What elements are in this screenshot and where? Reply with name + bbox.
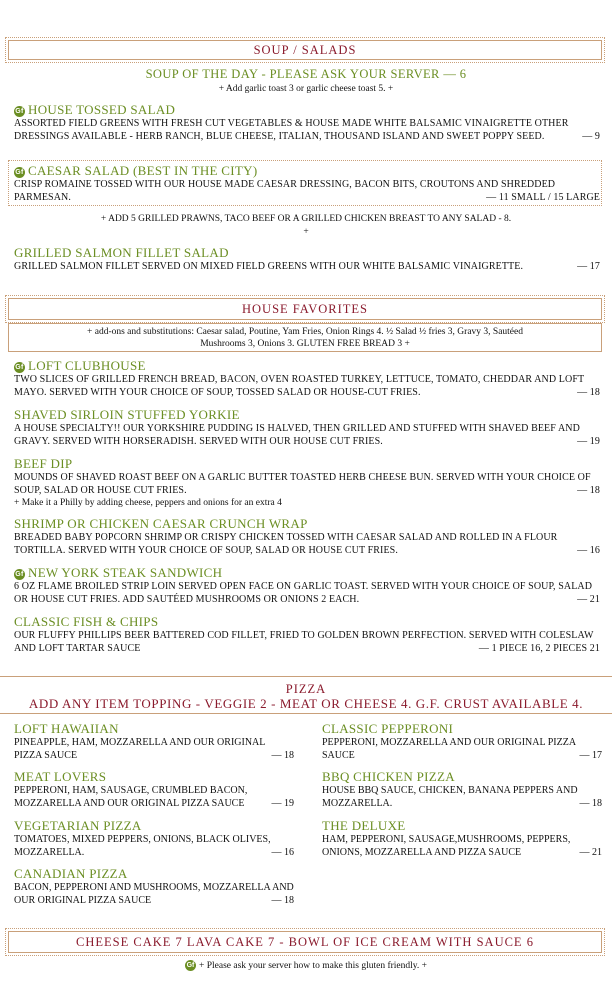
item-price: — 16	[577, 544, 600, 556]
item-description: BREADED BABY POPCORN SHRIMP OR CRISPY CHICKEN TOSSED WITH CAESAR SALAD AND ROLLED IN A FLOUR TORTILLA. SERVED WITH YOUR CHOICE OF SOUP, SALAD OR HOUSE CUT FRIES.	[14, 532, 558, 556]
gluten-free-icon: Gf	[15, 364, 24, 371]
item-description: GRILLED SALMON FILLET SERVED ON MIXED FIELD GREENS WITH OUR WHITE BALSAMIC VINAIGRETTE.	[14, 261, 524, 272]
item-title: MEAT LOVERS	[14, 769, 107, 784]
soup-price: — 6	[443, 67, 467, 81]
item-price: — 18	[579, 797, 602, 809]
desserts-line: CHEESE CAKE 7 LAVA CAKE 7 - BOWL OF ICE CREAM WITH SAUCE 6	[76, 935, 534, 949]
addons-line-2: Mushrooms 3, Onions 3. GLUTEN FREE BREAD 3 +	[200, 339, 410, 349]
menu-item-salmon-salad	[14, 245, 600, 274]
gluten-free-icon: Gf	[186, 962, 195, 969]
item-description: BACON, PEPPERONI AND MUSHROOMS, MOZZARELLA AND OUR ORIGINAL PIZZA SAUCE	[14, 882, 294, 906]
pizza-header: PIZZA	[285, 682, 327, 696]
item-title: NEW YORK STEAK SANDWICH	[28, 565, 223, 580]
footer-note: + Please ask your server how to make this gluten friendly. +	[198, 961, 428, 971]
gluten-free-icon: Gf	[15, 108, 24, 115]
pizza-item-bbq-chicken	[322, 769, 602, 810]
item-title: GRILLED SALMON FILLET SALAD	[14, 245, 229, 260]
pizza-item-deluxe	[322, 818, 602, 859]
menu-item-loft-clubhouse	[14, 358, 600, 399]
item-price: — 18	[271, 894, 294, 906]
item-description: PINEAPPLE, HAM, MOZZARELLA AND OUR ORIGINAL PIZZA SAUCE	[14, 737, 266, 761]
menu-item-yorkie	[14, 407, 600, 448]
pizza-item-hawaiian	[14, 721, 294, 762]
item-price: — 16	[271, 846, 294, 858]
soup-salads-title: SOUP / SALADS	[253, 43, 357, 57]
item-price: — 11 SMALL / 15 LARGE	[486, 191, 600, 203]
item-description: HOUSE BBQ SAUCE, CHICKEN, BANANA PEPPERS AND MOZZARELLA.	[322, 785, 578, 809]
item-title: SHRIMP OR CHICKEN CAESAR CRUNCH WRAP	[14, 516, 308, 531]
pizza-top-rule	[0, 676, 612, 677]
item-description: PEPPERONI, MOZZARELLA AND OUR ORIGINAL PIZZA SAUCE	[322, 737, 576, 761]
item-title: LOFT HAWAIIAN	[14, 721, 119, 736]
house-favorites-header	[8, 298, 602, 320]
house-favorites-title: HOUSE FAVORITES	[241, 302, 368, 316]
salad-addon-note: + ADD 5 GRILLED PRAWNS, TACO BEEF OR A GRILLED CHICKEN BREAST TO ANY SALAD - 8.	[100, 214, 512, 224]
item-title: VEGETARIAN PIZZA	[14, 818, 142, 833]
salad-addon-plus: +	[303, 227, 309, 237]
pizza-bottom-rule	[0, 713, 612, 714]
item-price: — 18	[271, 749, 294, 761]
desserts-box	[8, 931, 602, 953]
item-description: OUR FLUFFY PHILLIPS BEER BATTERED COD FILLET, FRIED TO GOLDEN BROWN PERFECTION. SERVED WITH COLESLAW AND LOFT TARTAR SAUCE	[14, 630, 594, 654]
item-title: HOUSE TOSSED SALAD	[28, 102, 176, 117]
menu-item-fish-chips	[14, 614, 600, 655]
item-title: BBQ CHICKEN PIZZA	[322, 769, 455, 784]
soup-line: SOUP OF THE DAY - PLEASE ASK YOUR SERVER	[145, 67, 440, 81]
soup-note: + Add garlic toast 3 or garlic cheese toast 5. +	[218, 84, 394, 94]
item-description: TOMATOES, MIXED PEPPERS, ONIONS, BLACK OLIVES, MOZZARELLA.	[14, 834, 271, 858]
item-title: CAESAR SALAD (BEST IN THE CITY)	[28, 163, 258, 178]
soup-of-the-day	[0, 67, 612, 82]
pizza-subheader: ADD ANY ITEM TOPPING - VEGGIE 2 - MEAT OR CHEESE 4. G.F. CRUST AVAILABLE 4.	[28, 696, 584, 711]
item-price: — 17	[579, 749, 602, 761]
gluten-friendly-note	[0, 960, 612, 972]
item-title: SHAVED SIRLOIN STUFFED YORKIE	[14, 407, 240, 422]
item-price: — 21	[579, 846, 602, 858]
item-description: PEPPERONI, HAM, SAUSAGE, CRUMBLED BACON, MOZZARELLA AND OUR ORIGINAL PIZZA SAUCE	[14, 785, 248, 809]
item-price: — 19	[271, 797, 294, 809]
item-description: HAM, PEPPERONI, SAUSAGE,MUSHROOMS, PEPPERS, ONIONS, MOZZARELLA AND PIZZA SAUCE	[322, 834, 571, 858]
item-description: 6 OZ FLAME BROILED STRIP LOIN SERVED OPEN FACE ON GARLIC TOAST. SERVED WITH YOUR CHOICE OF SOUP, SALAD OR HOUSE CUT FRIES. ADD SAUTÉED MUSHROOMS OR ONIONS 2 EACH.	[14, 581, 593, 605]
item-price: — 19	[577, 435, 600, 447]
gluten-free-icon: Gf	[15, 169, 24, 176]
item-title: CLASSIC FISH & CHIPS	[14, 614, 159, 629]
item-description: MOUNDS OF SHAVED ROAST BEEF ON A GARLIC BUTTER TOASTED HERB CHEESE BUN. SERVED WITH YOUR CHOICE OF SOUP, SALAD OR HOUSE CUT FRIES.	[14, 472, 591, 496]
item-price: — 18	[577, 386, 600, 398]
pizza-item-meat-lovers	[14, 769, 294, 810]
item-description: CRISP ROMAINE TOSSED WITH OUR HOUSE MADE CAESAR DRESSING, BACON BITS, CROUTONS AND SHREDDED PARMESAN.	[14, 179, 556, 203]
item-price: — 17	[577, 261, 600, 272]
item-title: CLASSIC PEPPERONI	[322, 721, 454, 736]
menu-item-beef-dip	[14, 456, 600, 509]
menu-item-caesar-wrap	[14, 516, 600, 557]
item-price: — 21	[577, 593, 600, 605]
item-description: A HOUSE SPECIALTY!! OUR YORKSHIRE PUDDING IS HALVED, THEN GRILLED AND STUFFED WITH SHAVED BEEF AND GRAVY. SERVED WITH HORSERADISH. SERVED WITH OUR HOUSE CUT FRIES.	[14, 423, 580, 447]
pizza-item-canadian	[14, 866, 294, 907]
addons-line-1: + add-ons and substitutions: Caesar salad, Poutine, Yam Fries, Onion Rings 4. ½ Salad ½ fries 3, Gravy 3, Sautéed	[87, 327, 523, 337]
item-price: — 18	[577, 484, 600, 496]
gluten-free-icon: Gf	[15, 571, 24, 578]
item-price: — 1 PIECE 16, 2 PIECES 21	[478, 642, 600, 654]
item-note: + Make it a Philly by adding cheese, peppers and onions for an extra 4	[14, 498, 282, 508]
item-title: BEEF DIP	[14, 456, 73, 471]
item-title: CANADIAN PIZZA	[14, 866, 128, 881]
addons-box	[8, 323, 602, 352]
item-title: LOFT CLUBHOUSE	[28, 358, 146, 373]
item-description: ASSORTED FIELD GREENS WITH FRESH CUT VEGETABLES & HOUSE MADE WHITE BALSAMIC VINAIGRETTE OTHER DRESSINGS AVAILABLE - HERB RANCH, BLUE CHEESE, ITALIAN, THOUSAND ISLAND AND SWEET POPPY SEED.	[14, 118, 569, 142]
menu-item-house-salad	[14, 102, 600, 143]
pizza-item-vegetarian	[14, 818, 294, 859]
menu-item-ny-steak	[14, 565, 600, 606]
item-title: THE DELUXE	[322, 818, 406, 833]
item-price: — 9	[582, 130, 600, 142]
menu-item-caesar	[14, 163, 600, 204]
soup-salads-header	[8, 40, 602, 60]
item-description: TWO SLICES OF GRILLED FRENCH BREAD, BACON, OVEN ROASTED TURKEY, LETTUCE, TOMATO, CHEDDAR AND LOFT MAYO. SERVED WITH YOUR CHOICE OF SOUP, TOSSED SALAD OR HOUSE-CUT FRIES.	[14, 374, 585, 398]
pizza-item-classic-pepperoni	[322, 721, 602, 762]
